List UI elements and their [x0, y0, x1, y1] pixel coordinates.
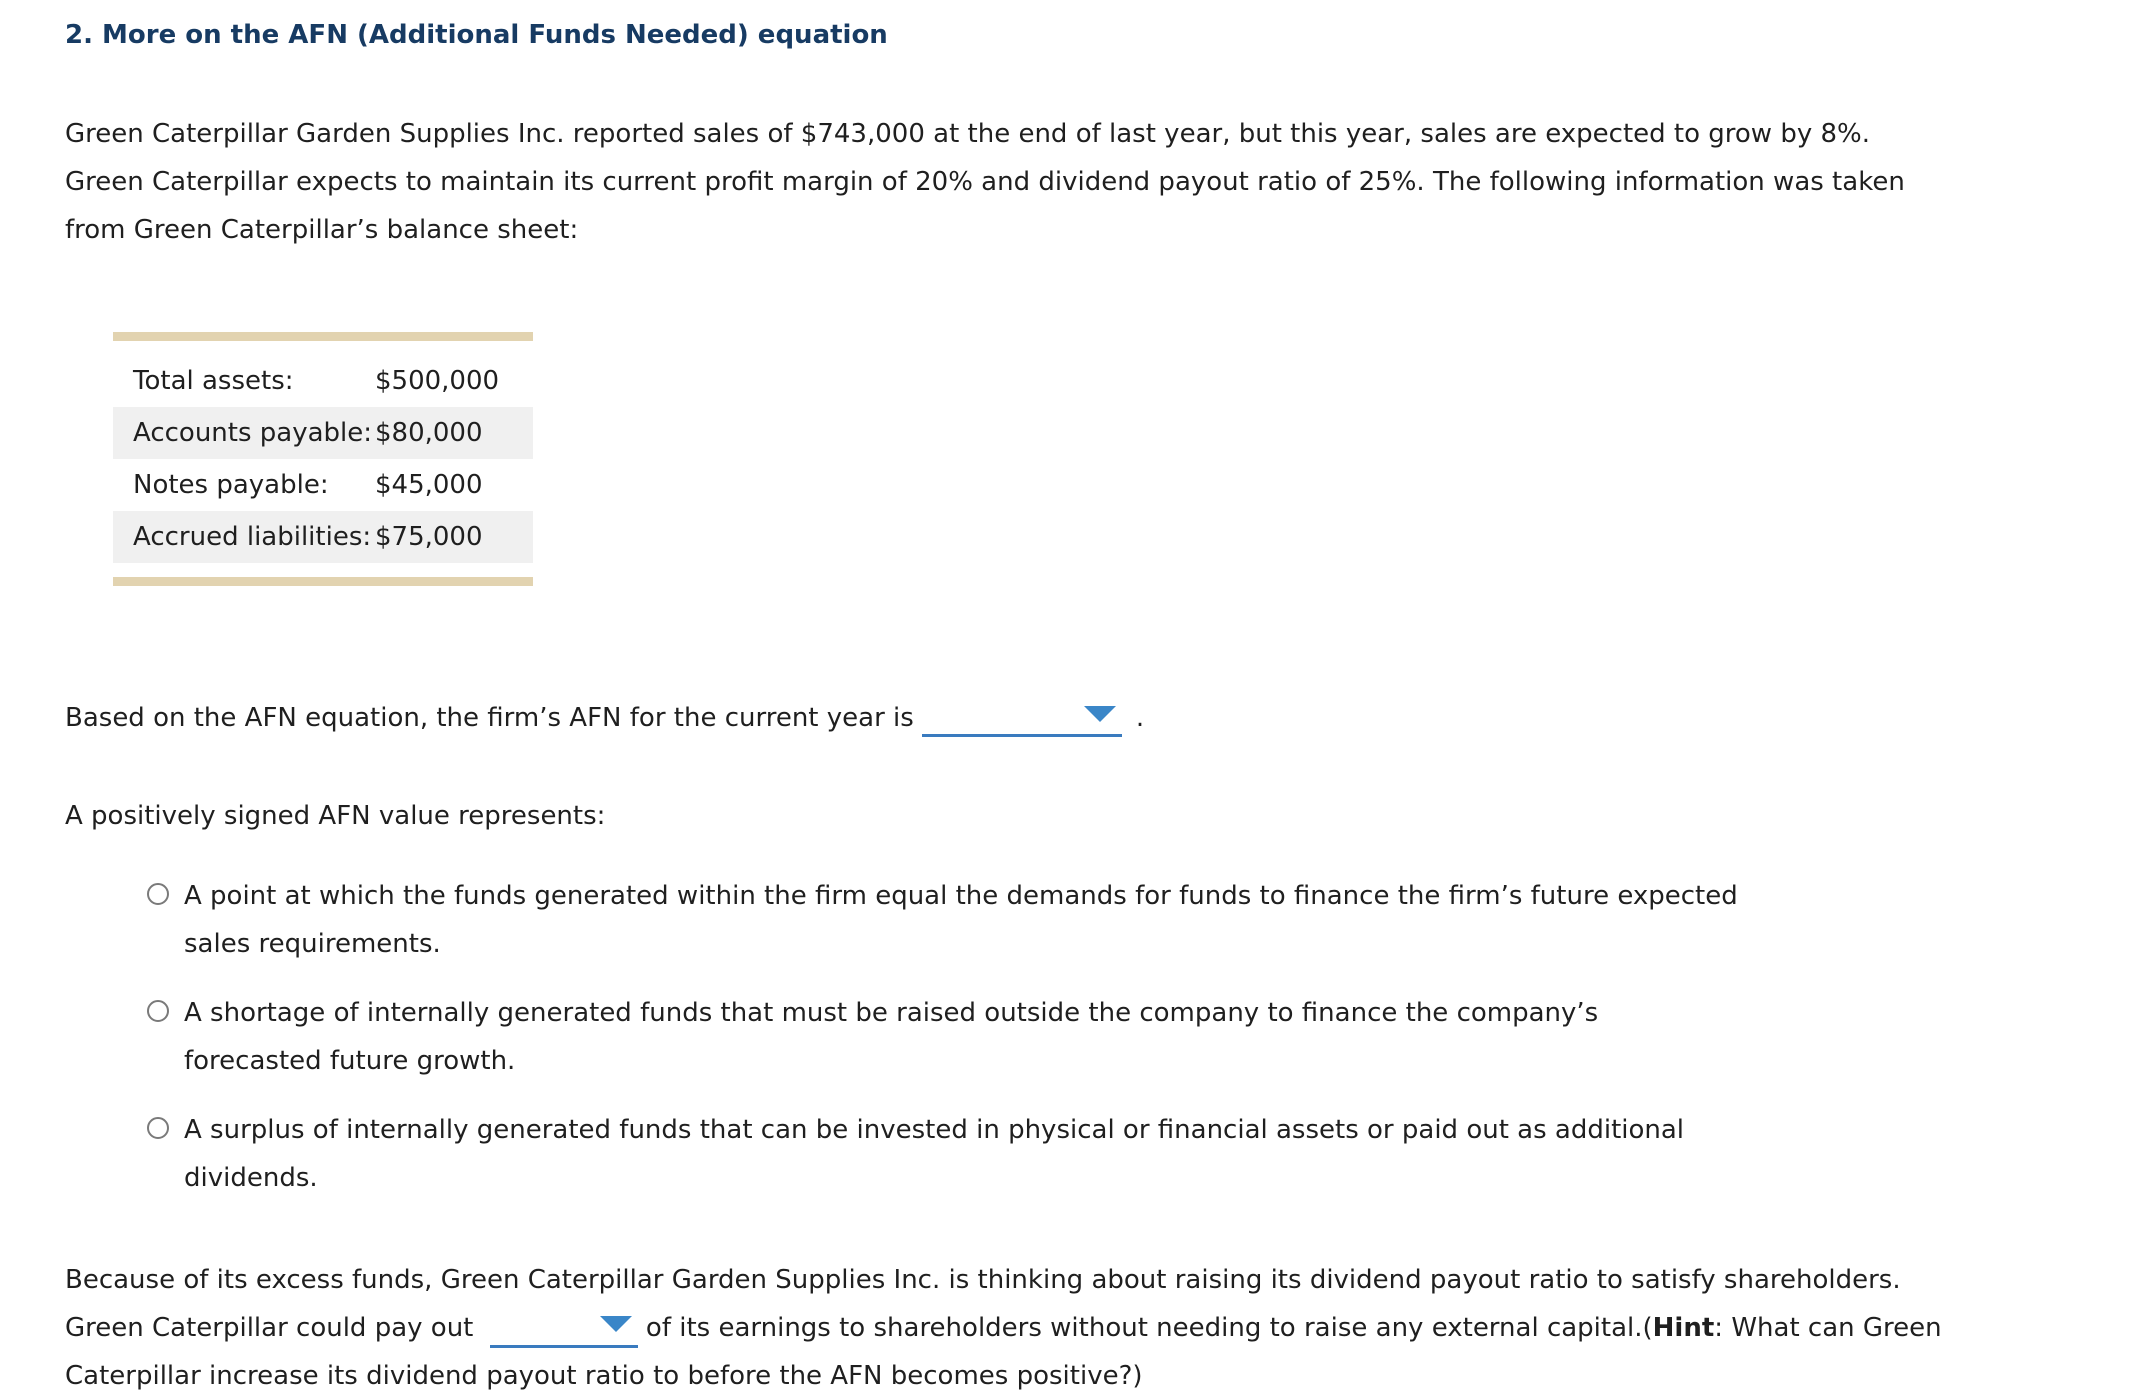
row-label: Accrued liabilities:	[133, 522, 372, 552]
radio-button[interactable]	[147, 1117, 169, 1139]
row-value: $80,000	[375, 418, 483, 448]
problem-container	[65, 18, 2065, 1400]
problem-intro: Green Caterpillar Garden Supplies Inc. reported sales of $743,000 at the end of last year, but this year, sales are expected to grow by 8%. Green Caterpillar expects to maintain its current profit margin of 20% and dividend payout ratio of 25%. The following information was taken from Green Caterpillar’s balance sheet:	[65, 119, 1905, 245]
table-row	[113, 511, 533, 563]
problem-title: 2. More on the AFN (Additional Funds Needed) equation	[65, 20, 888, 50]
row-value: $75,000	[375, 522, 483, 552]
payout-question-text-2: of its earnings to shareholders without needing to raise any external capital.(	[645, 1313, 1653, 1343]
dropdown-caret-icon	[1084, 706, 1116, 722]
table-row	[113, 407, 533, 459]
row-label: Accounts payable:	[133, 418, 373, 448]
option-break-even[interactable]	[147, 872, 2065, 968]
table-row	[113, 459, 533, 511]
row-label: Total assets:	[133, 366, 294, 396]
payout-ratio-dropdown[interactable]	[490, 1310, 638, 1348]
row-label: Notes payable:	[133, 470, 329, 500]
afn-question	[65, 698, 2065, 738]
afn-sign-question: A positively signed AFN value represents:	[65, 801, 606, 831]
row-value: $45,000	[375, 470, 483, 500]
option-label: A shortage of internally generated funds that must be raised outside the company to finance the company’s forecasted future growth.	[184, 998, 1599, 1076]
radio-button[interactable]	[147, 1000, 169, 1022]
row-value: $500,000	[375, 366, 500, 396]
afn-question-text: Based on the AFN equation, the firm’s AFN for the current year is	[65, 703, 914, 733]
balance-sheet-table	[113, 332, 533, 586]
dropdown-caret-icon	[600, 1316, 632, 1332]
option-label: A surplus of internally generated funds that can be invested in physical or financial assets or paid out as additional dividends.	[184, 1115, 1685, 1193]
option-label: A point at which the funds generated within the firm equal the demands for funds to finance the firm’s future expected sales requirements.	[184, 881, 1738, 959]
option-shortage[interactable]	[147, 989, 2065, 1085]
hint-text: : What can Green Caterpillar increase its dividend payout ratio to before the AFN becomes positive?)	[65, 1313, 1942, 1391]
afn-sign-options	[147, 872, 2065, 1202]
table-row	[113, 355, 533, 407]
afn-question-period: .	[1135, 703, 1145, 733]
hint-label: Hint	[1652, 1313, 1715, 1343]
payout-question-text: Because of its excess funds, Green Caterpillar Garden Supplies Inc. is thinking about raising its dividend payout ratio to satisfy shareholders. Green Caterpillar could pay out	[65, 1265, 1901, 1343]
afn-value-dropdown[interactable]	[922, 699, 1122, 737]
payout-question	[65, 1256, 1965, 1400]
radio-button[interactable]	[147, 883, 169, 905]
option-surplus[interactable]	[147, 1106, 2065, 1202]
